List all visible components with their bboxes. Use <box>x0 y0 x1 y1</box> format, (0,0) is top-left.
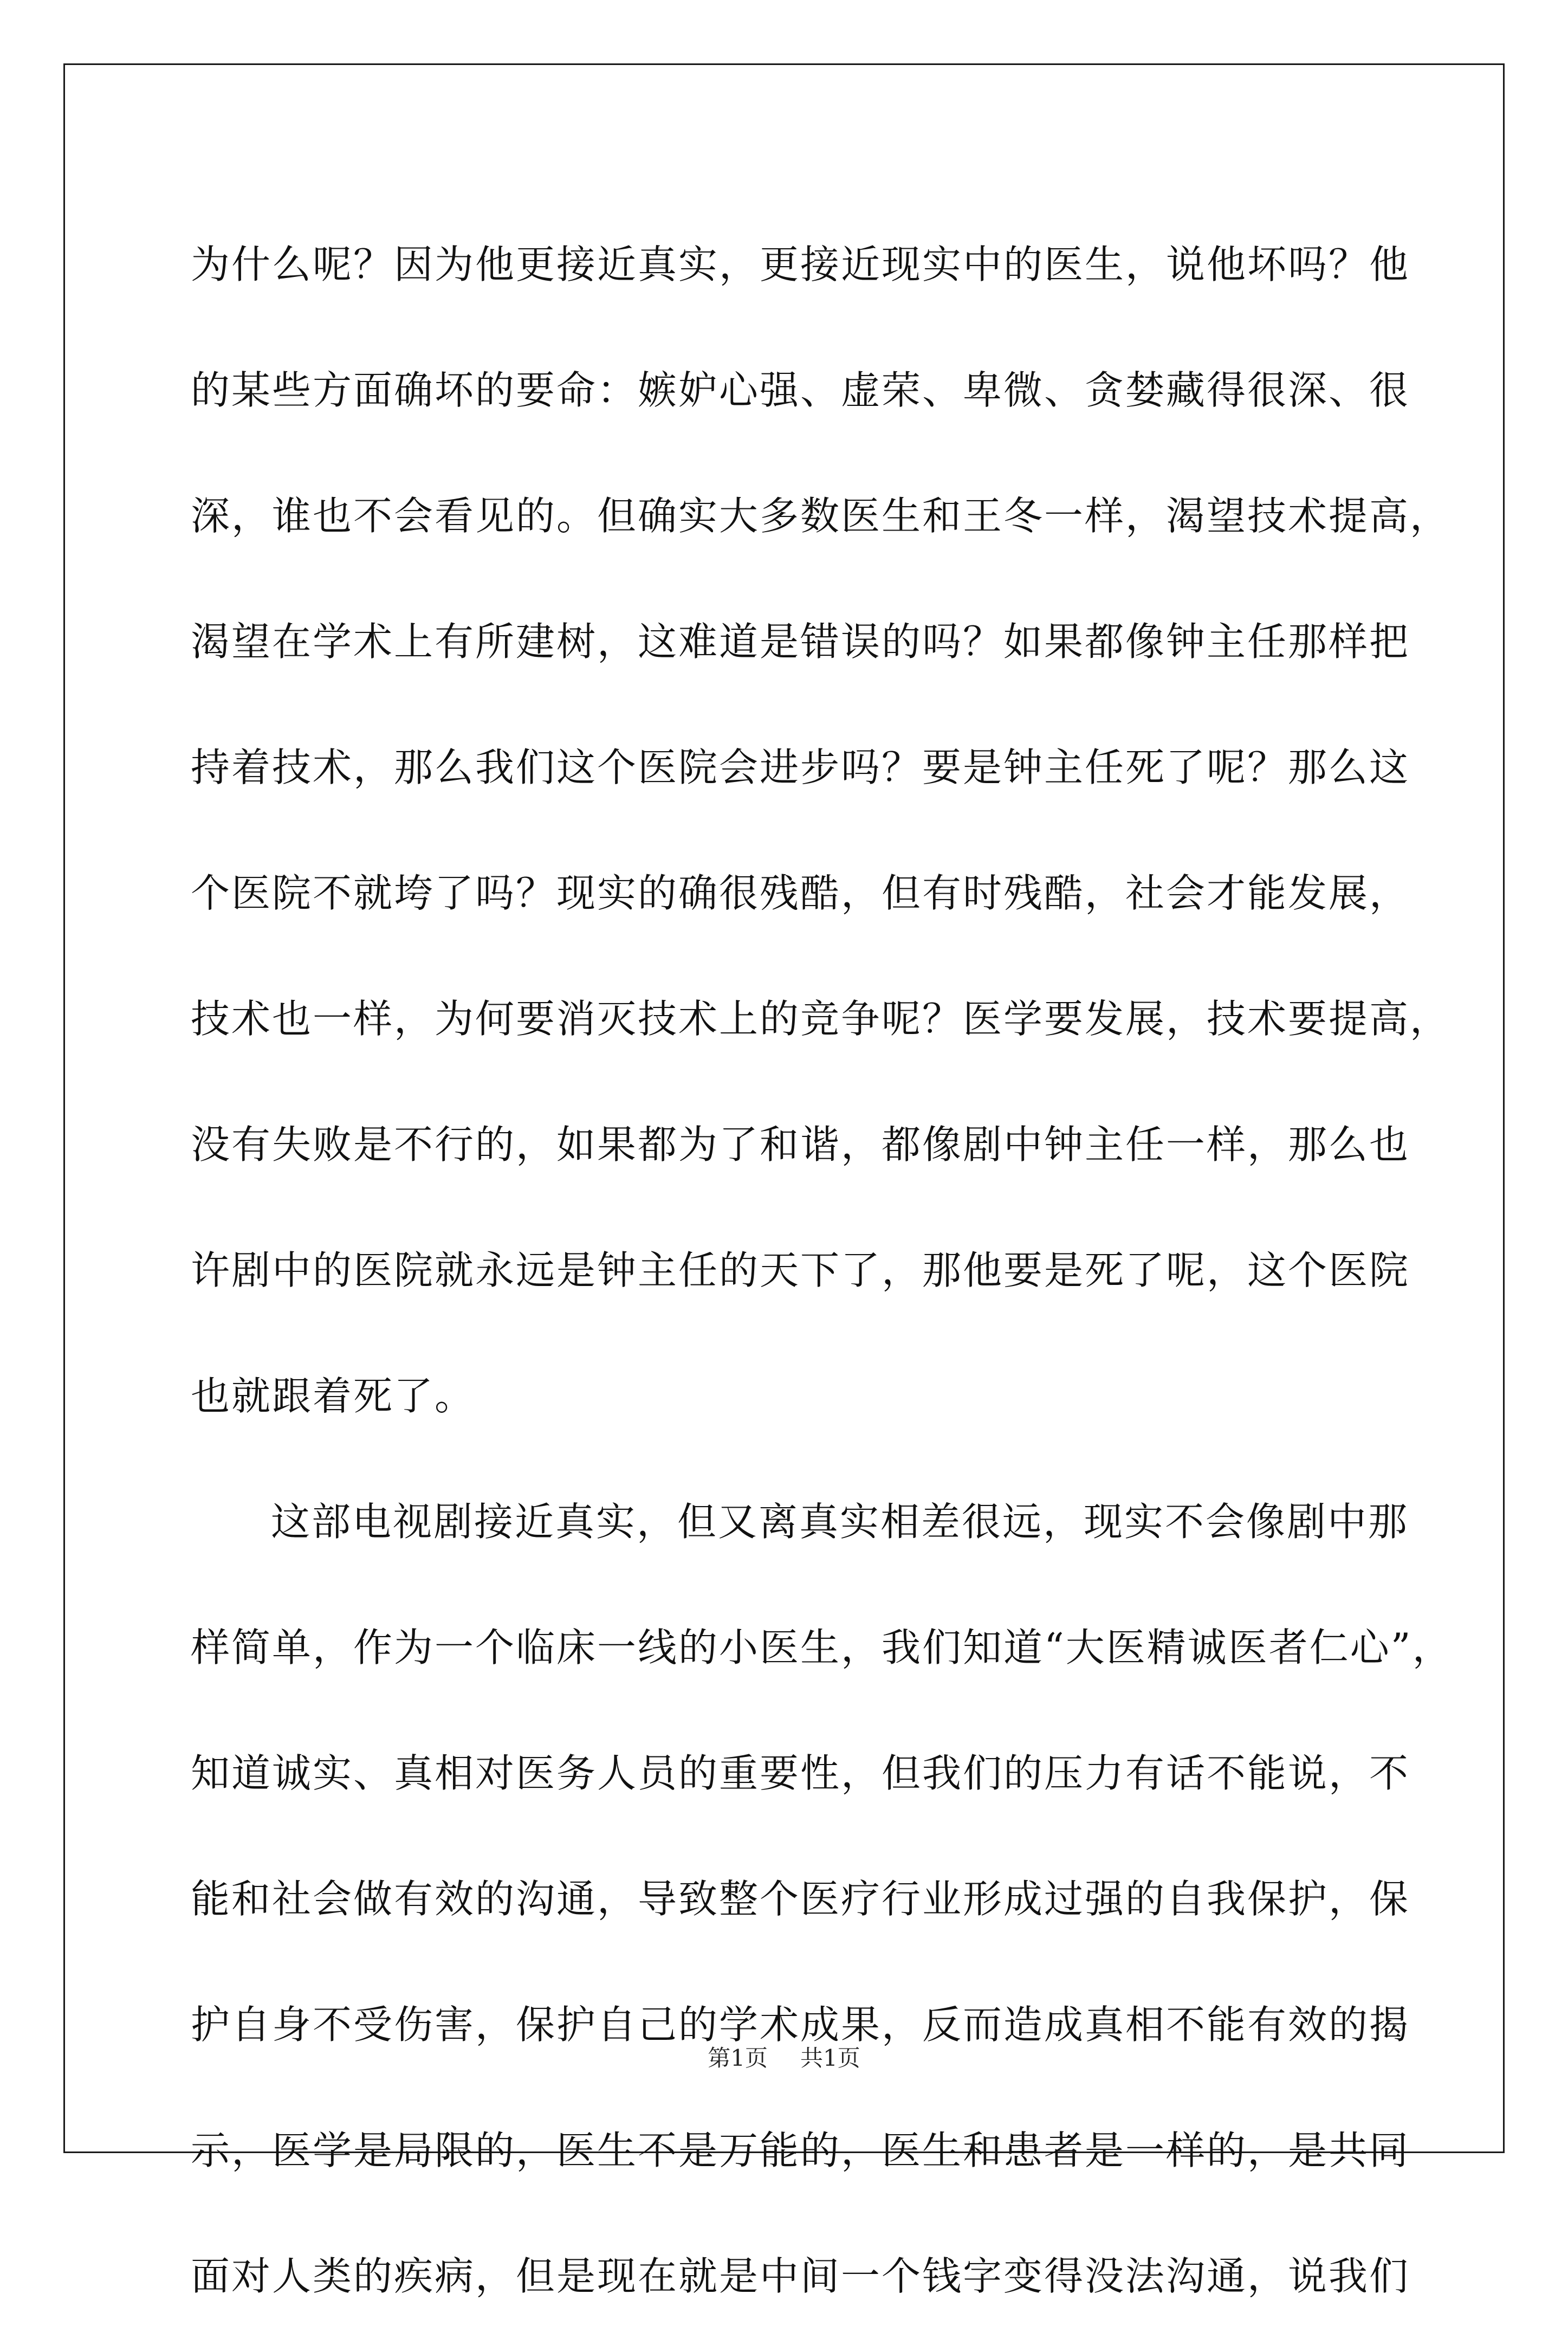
paragraph-start-line: 这部电视剧接近真实，但又离真实相差很远，现实不会像剧中那 <box>271 1499 1409 1545</box>
text-line: 个医院不就垮了吗？现实的确很残酷，但有时残酷，社会才能发展， <box>191 870 1410 916</box>
text-line: 技术也一样，为何要消灭技术上的竞争呢？医学要发展，技术要提高， <box>191 996 1451 1042</box>
text-line: 深，谁也不会看见的。但确实大多数医生和王冬一样，渴望技术提高， <box>191 493 1451 539</box>
text-line: 没有失败是不行的，如果都为了和谐，都像剧中钟主任一样，那么也 <box>191 1122 1410 1167</box>
text-line: 样简单，作为一个临床一线的小医生，我们知道“大医精诚医者仁心”， <box>191 1625 1453 1670</box>
text-line: 也就跟着死了。 <box>191 1373 476 1419</box>
text-line: 的某些方面确坏的要命：嫉妒心强、虚荣、卑微、贪婪藏得很深、很 <box>191 367 1410 413</box>
text-line: 面对人类的疾病，但是现在就是中间一个钱字变得没法沟通，说我们 <box>191 2253 1410 2299</box>
text-line: 知道诚实、真相对医务人员的重要性，但我们的压力有话不能说，不 <box>191 1750 1410 1796</box>
page-current: 第1页 <box>708 2045 768 2071</box>
text-line: 示，医学是局限的，医生不是万能的，医生和患者是一样的，是共同 <box>191 2128 1410 2173</box>
text-line: 渴望在学术上有所建树，这难道是错误的吗？如果都像钟主任那样把 <box>191 619 1410 664</box>
text-line: 许剧中的医院就永远是钟主任的天下了，那他要是死了呢，这个医院 <box>191 1248 1410 1293</box>
document-body <box>191 202 1453 2339</box>
text-line: 为什么呢？因为他更接近真实，更接近现实中的医生，说他坏吗？他 <box>191 242 1410 287</box>
text-line: 持着技术，那么我们这个医院会进步吗？要是钟主任死了呢？那么这 <box>191 745 1410 790</box>
text-line: 能和社会做有效的沟通，导致整个医疗行业形成过强的自我保护，保 <box>191 1876 1410 1922</box>
page-footer <box>0 2040 1568 2073</box>
page-total: 共1页 <box>800 2045 860 2071</box>
text-line: 护自身不受伤害，保护自己的学术成果，反而造成真相不能有效的揭 <box>191 2002 1410 2047</box>
